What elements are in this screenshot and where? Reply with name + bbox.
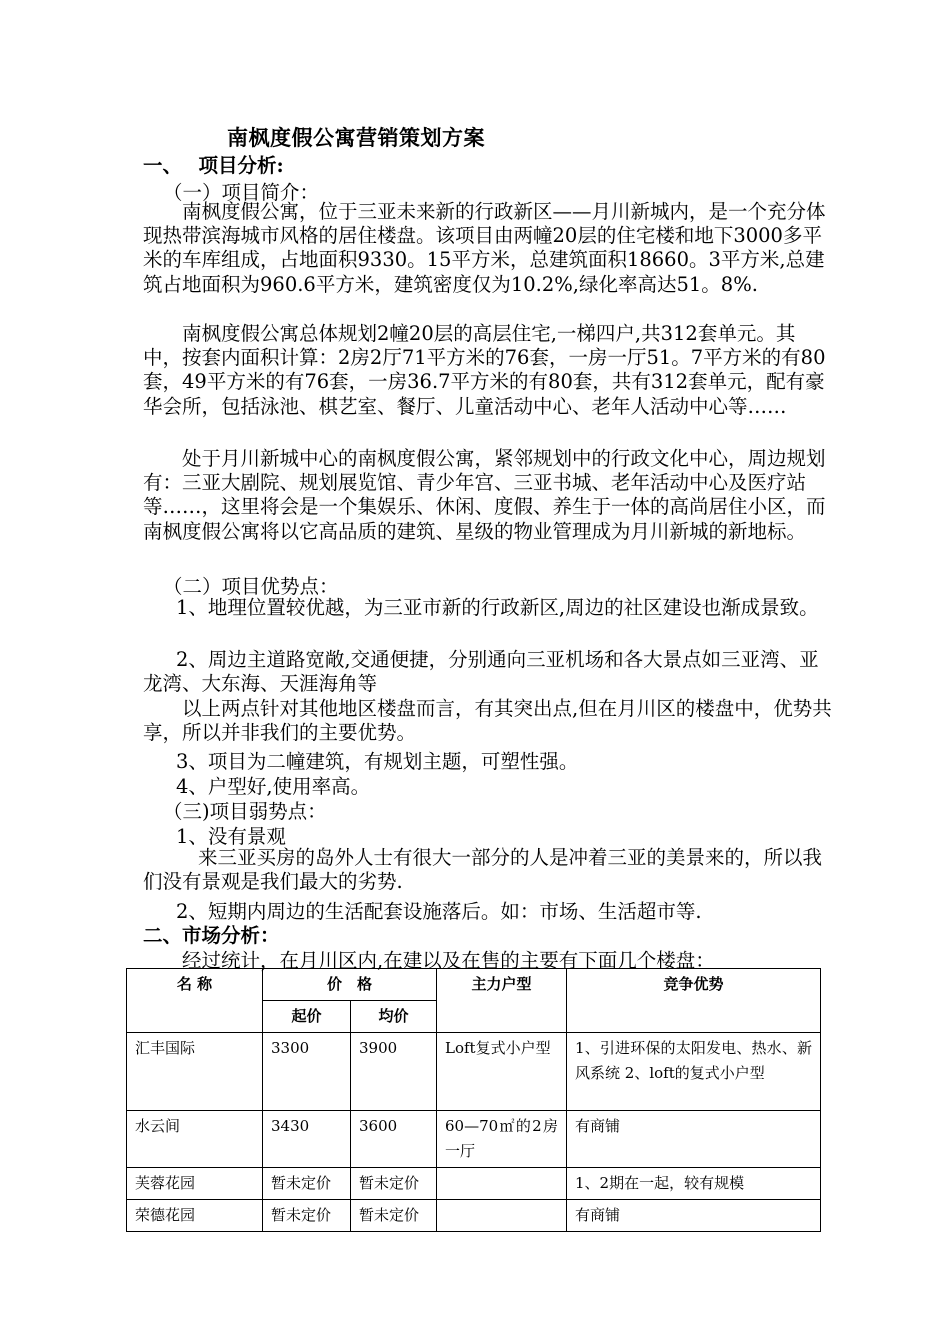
section-heading-market-analysis: 二、市场分析： xyxy=(143,924,280,947)
header-name: 名 称 xyxy=(127,969,263,1033)
subheading-project-intro: （一）项目简介： xyxy=(163,181,320,204)
section-heading-project-analysis: 一、 项目分析: xyxy=(143,154,284,177)
header-price: 价 格 xyxy=(263,969,437,1001)
table-header-row xyxy=(127,969,821,1001)
weakness-1-note: 来三亚买房的岛外人士有很大一部分的人是冲着三亚的美景来的，所以我们没有景观是我们最大的劣势. xyxy=(143,846,823,894)
cell-avg-price: 3900 xyxy=(351,1033,437,1111)
cell-name: 水云间 xyxy=(127,1111,263,1168)
cell-name: 汇丰国际 xyxy=(127,1033,263,1111)
cell-name: 芙蓉花园 xyxy=(127,1168,263,1200)
header-advantage: 竞争优势 xyxy=(567,969,821,1033)
cell-layout: 60—70㎡的2房一厅 xyxy=(437,1111,567,1168)
weakness-2: 2、短期内周边的生活配套设施落后。如：市场、生活超市等. xyxy=(176,900,702,923)
advantage-3: 3、项目为二幢建筑，有规划主题，可塑性强。 xyxy=(176,750,579,773)
cell-layout xyxy=(437,1200,567,1232)
cell-name: 荣德花园 xyxy=(127,1200,263,1232)
cell-avg-price: 暂未定价 xyxy=(351,1200,437,1232)
competitor-table xyxy=(126,968,821,1232)
cell-layout: Loft复式小户型 xyxy=(437,1033,567,1111)
cell-start-price: 3300 xyxy=(263,1033,351,1111)
advantage-1: 1、地理位置较优越，为三亚市新的行政新区,周边的社区建设也渐成景致。 xyxy=(176,596,819,619)
subheading-weaknesses: （三)项目弱势点： xyxy=(163,800,327,823)
cell-advantage: 1、引进环保的太阳发电、热水、新风系统 2、loft的复式小户型 xyxy=(567,1033,821,1111)
market-intro: 经过统计，在月川区内,在建以及在售的主要有下面几个楼盘： xyxy=(182,949,715,972)
cell-advantage: 有商铺 xyxy=(567,1200,821,1232)
header-start-price: 起价 xyxy=(263,1001,351,1033)
cell-start-price: 暂未定价 xyxy=(263,1168,351,1200)
advantage-4: 4、户型好,使用率高。 xyxy=(176,775,371,798)
weakness-1: 1、没有景观 xyxy=(176,825,286,848)
advantage-note: 以上两点针对其他地区楼盘而言，有其突出点,但在月川区的楼盘中，优势共享，所以并非我们的主要优势。 xyxy=(143,697,832,745)
table-row xyxy=(127,1200,821,1232)
cell-avg-price: 暂未定价 xyxy=(351,1168,437,1200)
cell-start-price: 3430 xyxy=(263,1111,351,1168)
header-avg-price: 均价 xyxy=(351,1001,437,1033)
intro-paragraph-2: 南枫度假公寓总体规划2幢20层的高层住宅,一梯四户,共312套单元。其中，按套内面积计算：2房2厅71平方米的76套，一房一厅51。7平方米的有80套，49平方米的有76套，一房36.7平方米的有80套，共有312套单元，配有豪华会所，包括泳池、棋艺室、餐厅、儿童活动中心、老年人活动中心等…… xyxy=(143,322,826,418)
intro-paragraph-3: 处于月川新城中心的南枫度假公寓，紧邻规划中的行政文化中心，周边规划有：三亚大剧院、规划展览馆、青少年宫、三亚书城、老年活动中心及医疗站等……，这里将会是一个集娱乐、休闲、度假、养生于一体的高尚居住小区，而南枫度假公寓将以它高品质的建筑、星级的物业管理成为月川新城的新地标。 xyxy=(143,447,826,543)
table-row xyxy=(127,1033,821,1111)
cell-advantage: 1、2期在一起，较有规模 xyxy=(567,1168,821,1200)
advantage-2: 2、周边主道路宽敞,交通便捷，分别通向三亚机场和各大景点如三亚湾、亚龙湾、大东海、天涯海角等 xyxy=(143,648,819,696)
table-row xyxy=(127,1111,821,1168)
cell-advantage: 有商铺 xyxy=(567,1111,821,1168)
cell-layout xyxy=(437,1168,567,1200)
subheading-advantages: （二）项目优势点： xyxy=(163,575,339,598)
document-title: 南枫度假公寓营销策划方案 xyxy=(227,125,485,150)
cell-start-price: 暂未定价 xyxy=(263,1200,351,1232)
header-layout: 主力户型 xyxy=(437,969,567,1033)
table-row xyxy=(127,1168,821,1200)
intro-paragraph-1: 南枫度假公寓，位于三亚未来新的行政新区——月川新城内，是一个充分体现热带滨海城市风格的居住楼盘。该项目由两幢20层的住宅楼和地下3000多平米的车库组成，占地面积9330。15平方米，总建筑面积18660。3平方米,总建筑占地面积为960.6平方米，建筑密度仅为10.2%,绿化率高达51。8%. xyxy=(143,200,826,296)
cell-avg-price: 3600 xyxy=(351,1111,437,1168)
